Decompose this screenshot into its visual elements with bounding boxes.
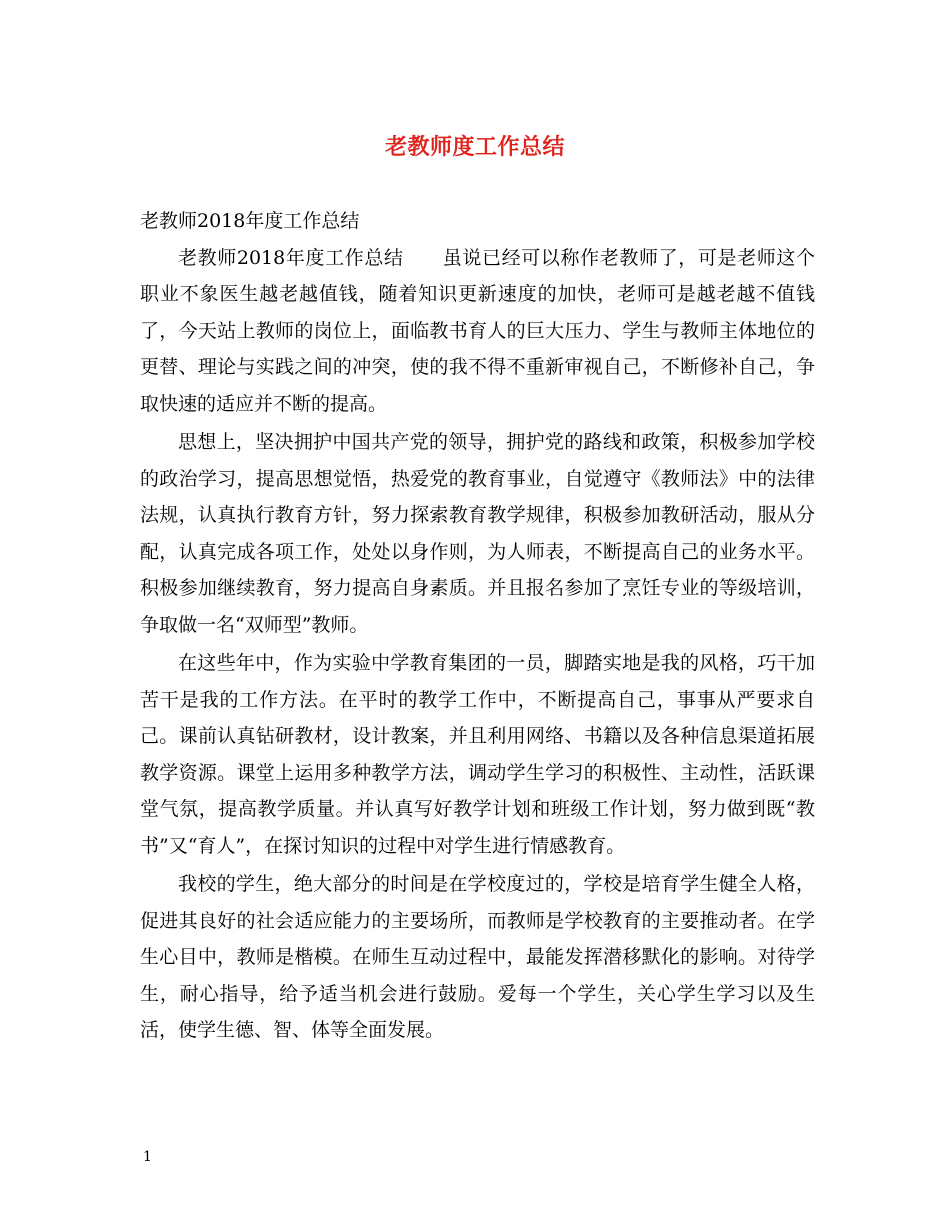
document-subtitle: 老教师2018年度工作总结 [140,210,360,232]
paragraph-3: 在这些年中，作为实验中学教育集团的一员，脚踏实地是我的风格，巧干加苦干是我的工作方法。在平时的教学工作中，不断提高自己，事事从严要求自己。课前认真钻研教材，设计教案，并且利用网络、书籍以及各种信息渠道拓展教学资源。课堂上运用多种教学方法，调动学生学习的积极性、主动性，活跃课堂气氛，提高教学质量。并认真写好教学计划和班级工作计划，努力做到既“教书”又“育人”，在探讨知识的过程中对学生进行情感教育。 [140,652,815,857]
page-number: 1 [143,1149,152,1165]
paragraph-2: 思想上，坚决拥护中国共产党的领导，拥护党的路线和政策，积极参加学校的政治学习，提高思想觉悟，热爱党的教育事业，自觉遵守《教师法》中的法律法规，认真执行教育方针，努力探索教育教学规律，积极参加教研活动，服从分配，认真完成各项工作，处处以身作则，为人师表，不断提高自己的业务水平。积极参加继续教育，努力提高自身素质。并且报名参加了烹饪专业的等级培训，争取做一名“双师型”教师。 [140,431,815,636]
paragraph-4: 我校的学生，绝大部分的时间是在学校度过的，学校是培育学生健全人格，促进其良好的社会适应能力的主要场所，而教师是学校教育的主要推动者。在学生心目中，教师是楷模。在师生互动过程中，最能发挥潜移默化的影响。对待学生，耐心指导，给予适当机会进行鼓励。爱每一个学生，关心学生学习以及生活，使学生德、智、体等全面发展。 [140,873,815,1041]
document-title: 老教师度工作总结 [384,134,565,160]
document-body [140,203,815,1049]
paragraph-1: 老教师2018年度工作总结 虽说已经可以称作老教师了，可是老师这个职业不象医生越老越值钱，随着知识更新速度的加快，老师可是越老越不值钱了，今天站上教师的岗位上，面临教书育人的巨大压力、学生与教师主体地位的更替、理论与实践之间的冲突，使的我不得不重新审视自己，不断修补自己，争取快速的适应并不断的提高。 [140,246,815,415]
